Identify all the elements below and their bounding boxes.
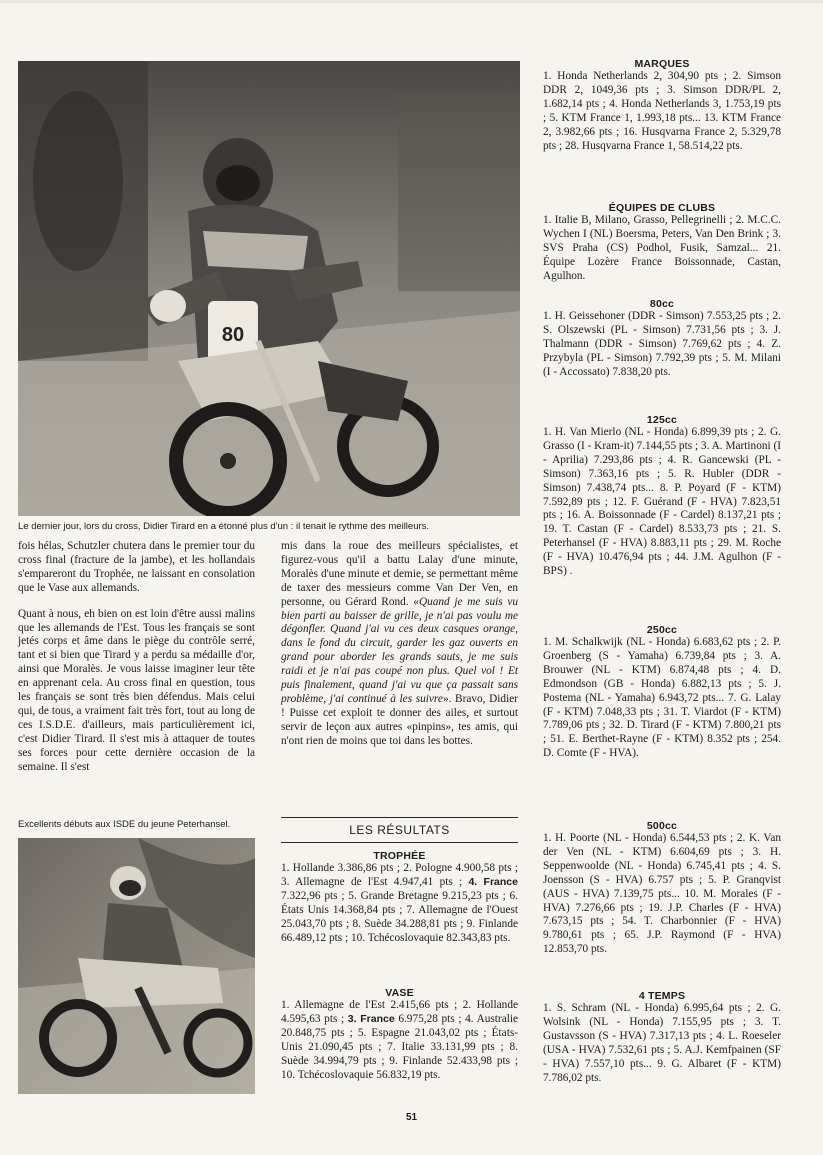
results-span: 7.322,96 pts ; 5. Grande Bretagne 9.215,23 pts ; 6. États Unis 14.368,84 pts ; 7. Allemagne de l'Ouest 25.043,70 pts ; 8. Suède 34.288,81 pts ; 9. Finlande 66.489,12 pts ; 10. Tchécoslovaquie 82.343,83 pts. <box>281 889 518 944</box>
section-heading: VASE <box>385 987 414 999</box>
results-4temps <box>543 990 781 1085</box>
motocross-rider-photo <box>18 61 520 516</box>
section-heading: MARQUES <box>634 58 690 70</box>
motocross-rider-icon <box>18 838 255 1094</box>
results-text <box>281 862 518 945</box>
bib-number: 80 <box>221 324 245 346</box>
results-text: 1. Italie B, Milano, Grasso, Pellegrinelli ; 2. M.C.C. Wychen I (NL) Boersma, Peters, Van Den Brink ; 3. SVS Praha (CS) Podhol, Fusik, Samzal... 21. Équipe Lozère France Boissonnade, Castan, Agulhon. <box>543 214 781 282</box>
article-paragraph: fois hélas, Schutzler chutera dans le premier tour du cross final (fracture de la jambe), et les hollandais s'empareront du Trophée, ne laissant en consolation que le Vase aux allemands. <box>18 540 255 594</box>
article-text: ». Bravo, Didier ! Puisse cet exploit te donner des ailes, et surtout servir de leçon aux autres «pinpins», tes amis, qui n'ont rien de moins que toi dans les bottes. <box>281 692 518 747</box>
section-heading: 4 TEMPS <box>638 990 686 1002</box>
section-heading: TROPHÉE <box>373 850 426 862</box>
results-125cc <box>543 414 781 579</box>
results-bold: 4. France <box>468 875 518 888</box>
divider <box>281 842 518 843</box>
results-80cc <box>543 298 781 380</box>
divider <box>281 817 518 818</box>
results-text: 1. M. Schalkwijk (NL - Honda) 6.683,62 pts ; 2. P. Groenberg (S - Yamaha) 6.739,84 pts ; 3. A. Brouwer (NL - KTM) 6.874,48 pts ; 4. D. Edmondson (GB - Honda) 6.882,13 pts ; 5. J. Postema (NL - Yamaha) 6.943,72 pts... 7. G. Lalay (F - KTM) 7.048,33 pts ; 31. T. Viardot (F - KTM) 7.789,06 pts ; 32. D. Tirard (F - KTM) 7.800,21 pts ; 51. E. Berthet-Rayne (F - KTM) 8.352 pts ; 254. D. Comte (F - HVA). <box>543 636 781 760</box>
section-heading: 80cc <box>649 298 675 310</box>
results-bold: 3. France <box>347 1012 395 1025</box>
results-span: 1. Allemagne de l'Est 2.415,66 pts ; 2. Hollande 4.595,63 pts ; <box>281 999 518 1025</box>
article-paragraph: Quant à nous, eh bien on est loin d'être aussi malins que les allemands de l'Est. Tous les français se sont jetés corps et âme dans le piège du contrôle serré, tant et si bien que Tirard y a perdu sa médaille d'or, ainsi que Moralès. Je vous laisse imaginer leur tête en apprenant cela. Au cross final en question, tous les français se sont très bien défendus. Mais celui qui, de tous, a vraiment fait très fort, tout au long de ces I.S.D.E. d'ailleurs, mais particulièrement ici, c'est Didier Tirard. Il s'est mis à attaquer de toutes ses forces pour cette dernière occasion de la semaine. Il s'est <box>18 607 255 773</box>
article-text: mis dans la roue des meilleurs spécialistes, et figurez-vous qu'il a battu Lalay d'une minute, Moralès d'une minute et demie, se permettant même de taxer des messieurs comme Van Der Ven, en personne, ou Gérard Rond. « <box>281 540 518 608</box>
results-500cc <box>543 820 781 957</box>
results-text: 1. H. Poorte (NL - Honda) 6.544,53 pts ; 2. K. Van der Ven (NL - KTM) 6.604,69 pts ; 3. H. Seppenwoolde (NL - Honda) 6.745,41 pts ; 4. S. Joensson (S - HVA) 6.757 pts ; 5. P. Granqvist (AUS - HVA) 7.139,75 pts... 10. M. Morales (F - HVA) 7.276,66 pts ; 19. J.P. Charles (F - HVA) 7.673,15 pts ; 54. T. Charbonnier (F - HVA) 9.780,61 pts ; 65. J.P. Raymond (F - HVA) 12.853,70 pts. <box>543 832 781 956</box>
results-text: 1. H. Van Mierlo (NL - Honda) 6.899,39 pts ; 2. G. Grasso (I - Kram-it) 7.144,55 pts ; 3. A. Martinoni (I - Aprilia) 7.293,86 pts ; 4. R. Gancewski (PL - Simson) 7.363,16 pts ; 5. R. Hubler (DDR - Simson) 7.438,74 pts... 8. P. Poyard (F - KTM) 7.592,89 pts ; 12. F. Guérand (F - HVA) 7.823,51 pts ; 16. A. Boissonnade (F - Cardel) 8.137,21 pts ; 19. T. Castan (F - Cardel) 8.533,73 pts ; 21. S. Peterhansel (F - HVA) 8.883,11 pts ; 29. M. Roche (F - HVA) 10.476,94 pts ; 44. J.M. Agulhon (F - BPS) . <box>543 426 781 578</box>
section-heading: 250cc <box>646 624 678 636</box>
results-vase <box>281 987 518 1082</box>
results-250cc <box>543 624 781 761</box>
tirard-quote: Quand je me suis vu bien parti au baisser de grille, je n'ai pas voulu me dégonfler. Quand j'ai vu ces deux casques orange, dans le fond du circuit, garder les gaz ouverts en grand pour aborder les grands sauts, je me suis raidi et je n'ai pas coupé non plus. Quel vol ! Et puis finalement, quand j'ai vu que ça passait sans problème, j'ai continué à les suivre <box>281 595 518 705</box>
photo-caption: Le dernier jour, lors du cross, Didier Tirard en a étonné plus d'un : il tenait le rythme des meilleurs. <box>18 521 430 532</box>
results-title: LES RÉSULTATS <box>349 823 450 837</box>
photo-caption: Excellents débuts aux ISDE du jeune Peterhansel. <box>18 819 231 830</box>
section-heading: 125cc <box>646 414 678 426</box>
results-text: 1. Honda Netherlands 2, 304,90 pts ; 2. Simson DDR 2, 1049,36 pts ; 3. Simson DDR/PL 2, 1.682,14 pts ; 4. Honda Netherlands 3, 1.753,19 pts ; 5. KTM France 1, 1.993,18 pts... 13. KTM France 2, 3.982,66 pts ; 16. Husqvarna France 2, 5.329,78 pts ; 28. Husqvarna France 1, 58.514,22 pts. <box>543 70 781 152</box>
results-marques <box>543 58 781 153</box>
results-span: 1. Hollande 3.386,86 pts ; 2. Pologne 4.900,58 pts ; 3. Allemagne de l'Est 4.947,41 pts ; <box>281 862 518 888</box>
page-number: 51 <box>405 1112 418 1123</box>
section-heading: ÉQUIPES DE CLUBS <box>608 202 716 214</box>
results-text <box>281 999 518 1082</box>
results-text: 1. H. Geissehoner (DDR - Simson) 7.553,25 pts ; 2. S. Olszewski (PL - Simson) 7.731,56 pts ; 3. J. Thalmann (DDR - Simson) 7.769,62 pts ; 4. Z. Przybyla (PL - Simson) 7.792,39 pts ; 5. M. Milani (I - Accossato) 7.838,20 pts. <box>543 310 781 378</box>
article-column-1 <box>18 540 255 787</box>
results-span: 6.975,28 pts ; 4. Australie 20.848,75 pts ; 5. Espagne 21.043,02 pts ; États-Unis 21.090,45 pts ; 7. Italie 33.131,99 pts ; 8. Suède 34.994,79 pts ; 9. Finlande 52.433,98 pts ; 10. Tchécoslovaquie 56.832,19 pts. <box>281 1012 518 1081</box>
section-heading: 500cc <box>646 820 678 832</box>
motocross-rider-icon <box>18 61 520 516</box>
results-text: 1. S. Schram (NL - Honda) 6.995,64 pts ; 2. G. Wolsink (NL - Honda) 7.155,95 pts ; 3. T. Gustavsson (S - HVA) 7.317,13 pts ; 4. L. Roeseler (USA - HVA) 7.532,61 pts ; 5. A.J. Kemfpainen (SF - HVA) 7.557,10 pts... 9. G. Albaret (F - KTM) 7.786,02 pts. <box>543 1002 781 1084</box>
motocross-rider-photo <box>18 838 255 1094</box>
article-column-2 <box>281 540 518 749</box>
results-trophee <box>281 850 518 945</box>
results-clubs <box>543 202 781 284</box>
page-top-edge <box>0 0 823 3</box>
